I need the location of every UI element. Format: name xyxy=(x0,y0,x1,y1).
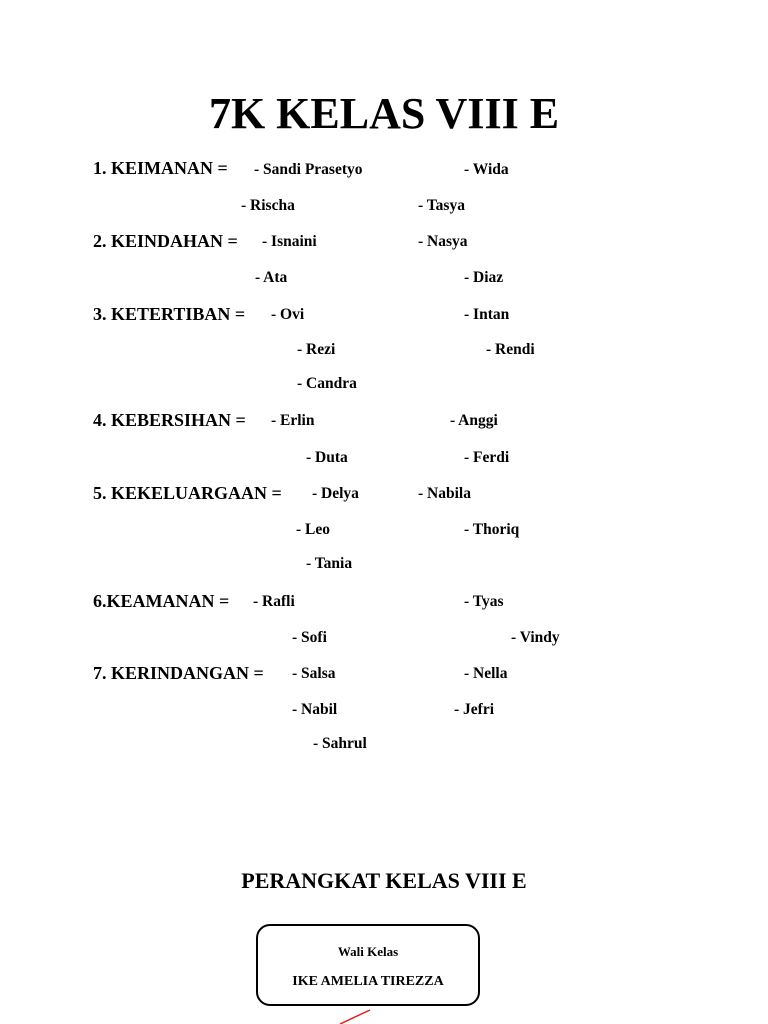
group-label: 3. KETERTIBAN = xyxy=(93,304,246,324)
group-label: 2. KEINDAHAN = xyxy=(93,231,238,251)
member-name: - Rezi xyxy=(297,341,336,358)
member-name: - Ata xyxy=(255,269,288,286)
member-name: - Duta xyxy=(306,449,348,466)
member-name: - Diaz xyxy=(464,269,504,286)
perangkat-heading: PERANGKAT KELAS VIII E xyxy=(241,868,527,893)
member-name: - Salsa xyxy=(292,665,336,682)
member-name: - Ferdi xyxy=(464,449,510,466)
member-name: - Sofi xyxy=(292,629,327,646)
group-label: 4. KEBERSIHAN = xyxy=(93,410,246,430)
member-name: - Rischa xyxy=(241,197,295,214)
member-name: - Delya xyxy=(312,485,359,502)
group-label: 6.KEAMANAN = xyxy=(93,591,230,611)
member-name: - Nabila xyxy=(418,485,471,502)
member-name: - Vindy xyxy=(511,629,560,646)
member-name: - Tasya xyxy=(418,197,465,214)
member-name: - Wida xyxy=(464,161,509,178)
member-name: - Rendi xyxy=(486,341,535,358)
group-label: 7. KERINDANGAN = xyxy=(93,663,264,683)
member-name: - Nabil xyxy=(292,701,338,718)
member-name: - Nasya xyxy=(418,233,468,250)
member-name: - Candra xyxy=(297,375,357,392)
group-label: 5. KEKELUARGAAN = xyxy=(93,483,282,503)
member-name: - Sahrul xyxy=(313,735,367,752)
page-title: 7K KELAS VIII E xyxy=(208,89,560,138)
member-name: - Anggi xyxy=(450,412,498,429)
member-name: - Erlin xyxy=(271,412,315,429)
member-name: - Leo xyxy=(296,521,331,538)
member-name: - Ovi xyxy=(271,306,305,323)
member-name: - Isnaini xyxy=(262,233,317,250)
member-name: - Rafli xyxy=(253,593,295,610)
wali-kelas-name: IKE AMELIA TIREZZA xyxy=(292,974,444,989)
member-name: - Sandi Prasetyo xyxy=(254,161,363,178)
wali-kelas-role: Wali Kelas xyxy=(337,944,399,959)
member-name: - Tyas xyxy=(464,593,504,610)
member-name: - Intan xyxy=(464,306,510,323)
member-name: - Tania xyxy=(306,555,353,572)
group-label: 1. KEIMANAN = xyxy=(93,158,228,178)
member-name: - Thoriq xyxy=(464,521,520,538)
member-name: - Jefri xyxy=(454,701,495,718)
member-name: - Nella xyxy=(464,665,508,682)
